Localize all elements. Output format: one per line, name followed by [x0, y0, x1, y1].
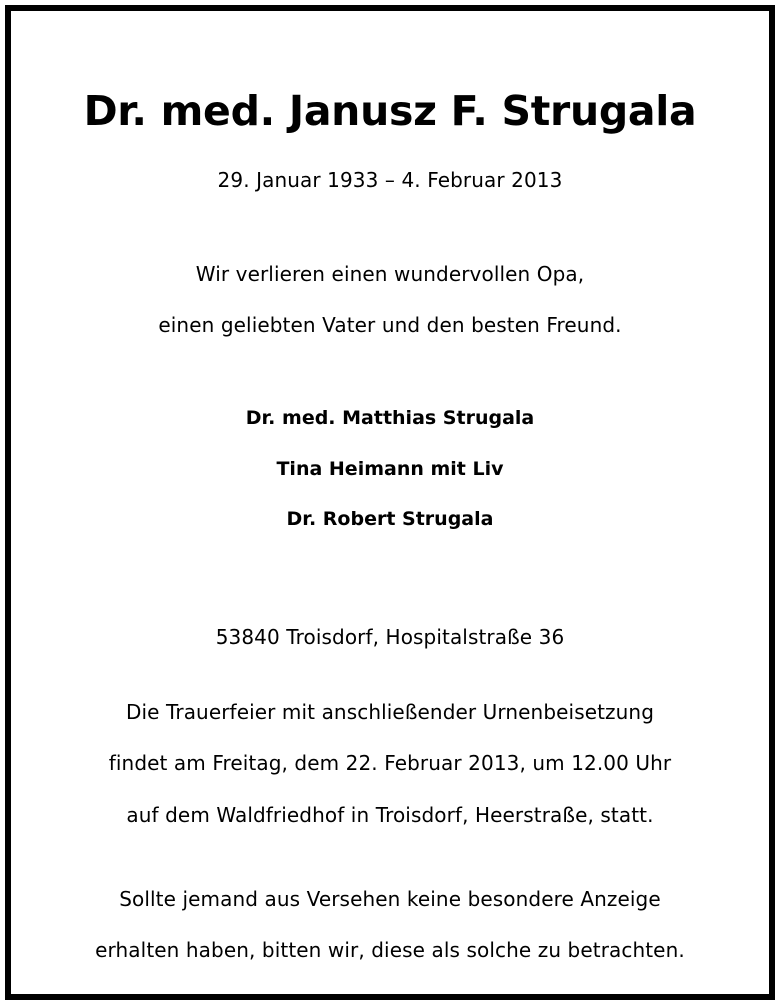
ceremony-line-3: auf dem Waldfriedhof in Troisdorf, Heerstraße, statt. [126, 803, 654, 827]
closing-line-2: erhalten haben, bitten wir, diese als solche zu betrachten. [95, 938, 685, 962]
mourner-name-1: Dr. med. Matthias Strugala [245, 407, 535, 429]
mourner-name-2: Tina Heimann mit Liv [276, 458, 504, 480]
deceased-name: Dr. med. Janusz F. Strugala [83, 87, 697, 135]
closing-line-1: Sollte jemand aus Versehen keine besondere Anzeige [119, 887, 661, 911]
obituary-notice [5, 5, 775, 1000]
ceremony-line-2: findet am Freitag, dem 22. Februar 2013, um 12.00 Uhr [108, 751, 672, 775]
life-dates: 29. Januar 1933 – 4. Februar 2013 [217, 168, 563, 192]
family-address: 53840 Troisdorf, Hospitalstraße 36 [215, 625, 565, 649]
mourner-name-3: Dr. Robert Strugala [286, 508, 494, 530]
ceremony-line-1: Die Trauerfeier mit anschließender Urnenbeisetzung [125, 700, 655, 724]
message-line-2: einen geliebten Vater und den besten Freund. [158, 313, 622, 337]
message-line-1: Wir verlieren einen wundervollen Opa, [195, 262, 585, 286]
